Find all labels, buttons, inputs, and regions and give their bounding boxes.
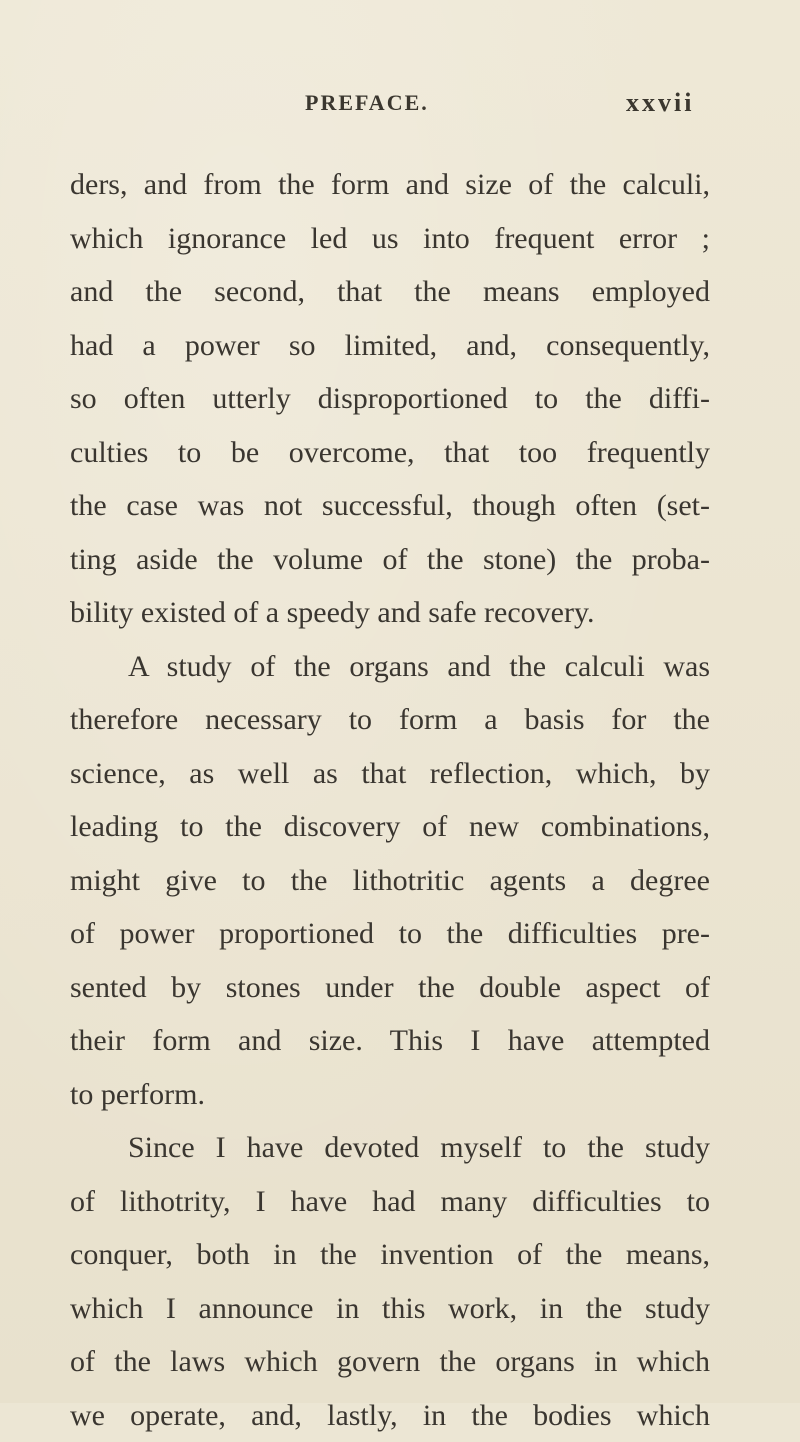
text-line: sented by stones under the double aspect of — [70, 961, 710, 1015]
page-number: xxvii — [626, 88, 694, 118]
text-line: we operate, and, lastly, in the bodies which — [70, 1389, 710, 1442]
running-head — [0, 90, 800, 130]
text-line: of lithotrity, I have had many difficulties to — [70, 1175, 710, 1229]
text-line: the case was not successful, though often (set- — [70, 479, 710, 533]
text-line: ders, and from the form and size of the calculi, — [70, 158, 710, 212]
text-line: might give to the lithotritic agents a degree — [70, 854, 710, 908]
text-line: had a power so limited, and, consequently, — [70, 319, 710, 373]
text-line: culties to be overcome, that too frequently — [70, 426, 710, 480]
text-line: to perform. — [70, 1068, 710, 1122]
paragraph-start-line: A study of the organs and the calculi was — [70, 640, 710, 694]
text-line: ting aside the volume of the stone) the proba- — [70, 533, 710, 587]
running-head-title: PREFACE. — [305, 90, 429, 116]
text-line: of power proportioned to the difficulties pre- — [70, 907, 710, 961]
text-line: which ignorance led us into frequent error ; — [70, 212, 710, 266]
text-line: therefore necessary to form a basis for the — [70, 693, 710, 747]
text-line: so often utterly disproportioned to the diffi- — [70, 372, 710, 426]
text-line: which I announce in this work, in the study — [70, 1282, 710, 1336]
text-line: and the second, that the means employed — [70, 265, 710, 319]
text-line: leading to the discovery of new combinations, — [70, 800, 710, 854]
paragraph-start-line: Since I have devoted myself to the study — [70, 1121, 710, 1175]
body-text — [70, 158, 710, 1442]
text-line: conquer, both in the invention of the means, — [70, 1228, 710, 1282]
text-line: of the laws which govern the organs in which — [70, 1335, 710, 1389]
text-line: their form and size. This I have attempted — [70, 1014, 710, 1068]
text-line: bility existed of a speedy and safe recovery. — [70, 586, 710, 640]
text-line: science, as well as that reflection, which, by — [70, 747, 710, 801]
